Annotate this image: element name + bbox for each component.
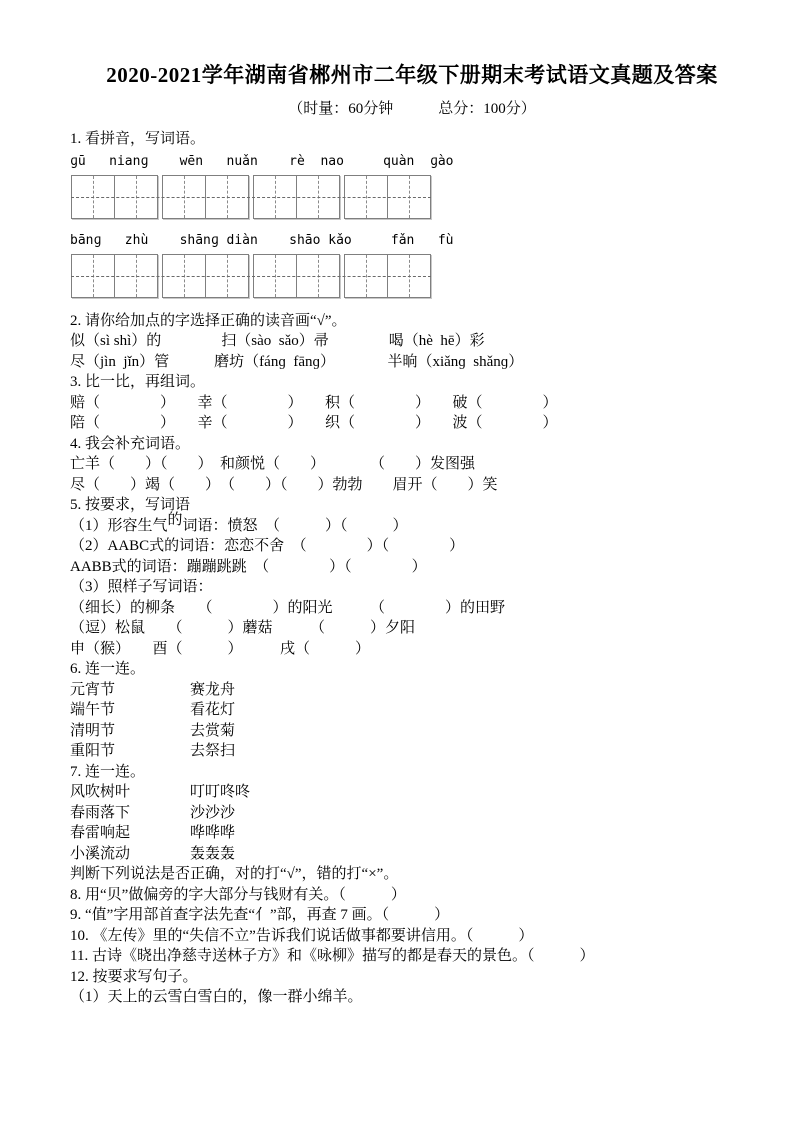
q5-item-1 [70,511,754,537]
grid-pair [344,175,431,219]
q2-line-2: 尽（jìn jǐn）管 磨坊（fánɡ fānɡ） 半晌（xiǎnɡ shǎnɡ） [70,353,524,370]
q7-left: 春雨落下 [70,804,131,821]
tianzige-cell [205,255,248,297]
tianzige-cell [163,176,205,218]
tianzige-cell [254,176,296,218]
q6-row [70,721,754,742]
tianzige-cell [345,255,387,297]
q6-left: 元宵节 [70,681,116,698]
q7-right: 沙沙沙 [190,804,236,821]
q2-line-1: 似（sì shì）的 扫（sào sǎo）帚 喝（hè hē）彩 [70,333,485,349]
tianzige-cell [296,255,339,297]
q5-item-3: （3）照样子写词语： [70,579,213,595]
q6-right: 去赏菊 [190,722,236,739]
tianzige-cell [163,255,205,297]
q7-row [70,803,754,824]
exam-meta: （时量：60分钟 总分：100分） [288,101,536,117]
q4-line-2: 尽（ ）竭（ ） （ ）（ ）勃勃 眉开（ ）笑 [70,476,498,493]
tianzige-cell [72,255,114,297]
exam-title: 2020-2021学年湖南省郴州市二年级下册期末考试语文真题及答案 [106,63,718,87]
tianzige-cell [205,176,248,218]
judge-item-9: 9. “值”字用部首查字法先查“亻”部，再查 7 画。（ ） [70,907,450,923]
tianzige-cell [114,255,157,297]
q1-writing-grid-2 [71,254,431,298]
tianzige-cell [254,255,296,297]
q7-left: 风吹树叶 [70,784,131,800]
q5-item-1-sup: 的 [167,511,183,528]
q5-item-1-post: 词语：愤怒 （ ）（ ） [182,517,408,534]
q5-item-1-pre: （1）形容生气 [70,517,168,534]
tianzige-cell [345,176,387,218]
q6-left: 端午节 [70,702,116,718]
q5-heading: 5. 按要求，写词语 [70,497,191,513]
q6-left: 清明节 [70,722,116,739]
q1-pinyin-line-1: ɡū nianɡ wēn nuǎn rè nao quàn ɡào [70,153,454,169]
q5-item-2: （2）AABC式的词语：恋恋不舍 （ ）（ ） [70,538,465,554]
q5-item-2b: AABB式的词语：蹦蹦跳跳 （ ）（ ） [70,558,427,575]
q2-heading: 2. 请你给加点的字选择正确的读音画“√”。 [70,312,347,329]
q7-left: 小溪流动 [70,845,131,862]
q3-line-1: 赔（ ） 幸（ ） 积（ ） 破（ ） [70,394,558,411]
q7-right: 叮叮咚咚 [190,784,251,800]
judge-item-10: 10. 《左传》里的“失信不立”告诉我们说话做事都要讲信用。（ ） [70,927,534,944]
q1-writing-grid-1 [71,175,431,219]
tianzige-cell [72,176,114,218]
q7-row [70,823,754,844]
grid-pair [162,175,249,219]
q7-left: 春雷响起 [70,825,131,841]
q5-item-3c: 申（猴） 酉（ ） 戌（ ） [70,640,371,657]
q3-heading: 3. 比一比，再组词。 [70,374,206,390]
tianzige-cell [114,176,157,218]
q5-item-3b: （逗）松鼠 （ ）蘑菇 （ ）夕阳 [70,620,416,636]
q1-pinyin-line-2: bānɡ zhù shānɡ diàn shāo kǎo fǎn fù [70,232,454,248]
q7-right: 轰轰轰 [190,845,236,862]
q1-heading: 1. 看拼音，写词语。 [70,131,206,147]
q6-heading: 6. 连一连。 [70,661,146,677]
grid-pair [162,254,249,298]
q7-right: 哗哗哗 [190,825,236,841]
grid-pair [71,175,158,219]
q6-left: 重阳节 [70,743,116,759]
judge-item-11: 11. 古诗《晓出净慈寺送林子方》和《咏柳》描写的都是春天的景色。（ ） [70,948,595,964]
grid-pair [253,175,340,219]
judge-item-8: 8. 用“贝”做偏旁的字大部分与钱财有关。（ ） [70,886,406,903]
q6-right: 赛龙舟 [190,681,236,698]
q7-row [70,844,754,865]
q6-row [70,700,754,721]
q6-row [70,741,754,762]
q6-row [70,680,754,701]
q12-heading: 12. 按要求写句子。 [70,968,198,985]
q5-item-3a: （细长）的柳条 （ ）的阳光 （ ）的田野 [70,599,506,616]
q7-row [70,782,754,803]
judge-intro: 判断下列说法是否正确，对的打“√”，错的打“×”。 [70,866,399,882]
q6-right: 去祭扫 [190,743,236,759]
tianzige-cell [387,255,430,297]
tianzige-cell [296,176,339,218]
q3-line-2: 陪（ ） 辛（ ） 织（ ） 波（ ） [70,415,558,431]
tianzige-cell [387,176,430,218]
q6-right: 看花灯 [190,702,236,718]
grid-pair [71,254,158,298]
q4-line-1: 亡羊（ ）（ ） 和颜悦（ ） （ ）发图强 [70,456,476,472]
grid-pair [253,254,340,298]
grid-pair [344,254,431,298]
q4-heading: 4. 我会补充词语。 [70,435,191,452]
q12-sentence-1: （1）天上的云雪白雪白的，像一群小绵羊。 [70,989,363,1005]
q7-heading: 7. 连一连。 [70,763,146,780]
